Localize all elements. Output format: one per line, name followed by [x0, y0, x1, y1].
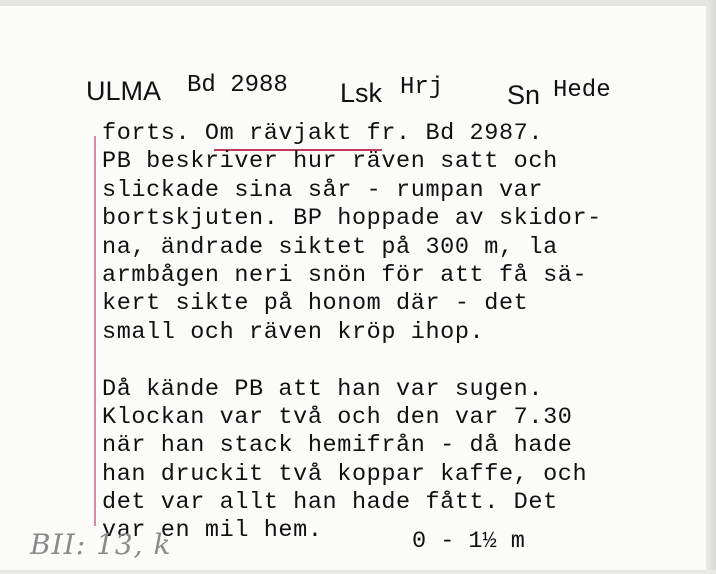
text-line: PB beskriver hur räven satt och — [102, 148, 558, 176]
parish-value: Hede — [553, 77, 611, 104]
text-line: kert sikte på honom där - det — [102, 290, 529, 318]
pencil-annotation: BII: 13, k — [30, 528, 172, 561]
district-label: Lsk — [340, 78, 383, 108]
archive-name: ULMA — [86, 76, 162, 106]
recording-duration: 0 - 1½ m — [412, 528, 525, 555]
text-line: han druckit två koppar kaffe, och — [102, 460, 588, 488]
text-line: Klockan var två och den var 7.30 — [102, 403, 573, 431]
card-top-edge — [0, 0, 716, 6]
text-line: armbågen neri snön för att få sä- — [102, 261, 588, 289]
paragraph-gap — [102, 347, 602, 375]
text-line: forts. Om rävjakt fr. Bd 2987. — [102, 120, 544, 147]
record-text — [102, 120, 602, 546]
card-bottom-edge — [0, 570, 716, 574]
text-line: Då kände PB att han var sugen. — [102, 375, 544, 403]
text-line: bortskjuten. BP hoppade av skidor- — [102, 205, 602, 233]
text-line: slickade sina sår - rumpan var — [102, 176, 544, 204]
margin-rule — [94, 136, 96, 526]
parish-label: Sn — [507, 80, 541, 110]
text-line: var en mil hem. — [102, 517, 323, 545]
volume-number: Bd 2988 — [187, 72, 288, 99]
text-line: small och räven kröp ihop. — [102, 318, 485, 346]
district-value: Hrj — [400, 74, 444, 101]
text-line: na, ändrade siktet på 300 m, la — [102, 233, 558, 261]
text-line: det var allt han hade fått. Det — [102, 489, 558, 517]
card-right-edge — [706, 0, 716, 574]
text-line: när han stack hemifrån - då hade — [102, 432, 573, 460]
